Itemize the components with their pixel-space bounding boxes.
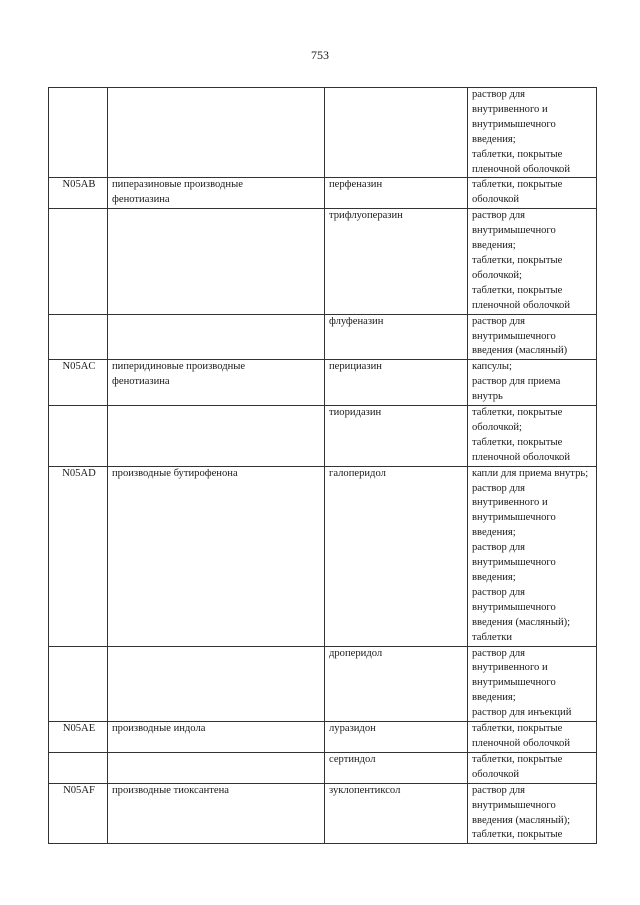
dosage-forms-cell: раствор для внутримышечного введения (масляный) [468, 314, 597, 360]
drug-name-cell [325, 88, 468, 178]
dosage-forms-cell: капли для приема внутрь; раствор для внутривенного и внутримышечного введения; раствор для внутримышечного введения; раствор для внутримышечного введения (масляный); таблетки [468, 466, 597, 646]
table-row [49, 783, 597, 844]
atc-code-cell [49, 209, 108, 314]
atc-code-cell: N05AE [49, 722, 108, 753]
group-cell [108, 209, 325, 314]
dosage-forms-cell: раствор для внутривенного и внутримышечного введения; таблетки, покрытые пленочной оболочкой [468, 88, 597, 178]
table-row [49, 752, 597, 783]
page-number: 753 [311, 48, 329, 62]
drug-name-cell: трифлуоперазин [325, 209, 468, 314]
drug-name-cell: сертиндол [325, 752, 468, 783]
dosage-forms-cell: таблетки, покрытые пленочной оболочкой [468, 722, 597, 753]
table-row [49, 406, 597, 467]
atc-code-cell: N05AC [49, 360, 108, 406]
atc-code-cell [49, 406, 108, 467]
table-row [49, 314, 597, 360]
dosage-forms-cell: раствор для внутримышечного введения (масляный); таблетки, покрытые [468, 783, 597, 844]
dosage-forms-cell: таблетки, покрытые оболочкой [468, 178, 597, 209]
dosage-forms-cell: капсулы; раствор для приема внутрь [468, 360, 597, 406]
atc-code-cell: N05AF [49, 783, 108, 844]
table-row [49, 178, 597, 209]
atc-code-cell: N05AD [49, 466, 108, 646]
dosage-forms-cell: раствор для внутримышечного введения; таблетки, покрытые оболочкой; таблетки, покрытые пленочной оболочкой [468, 209, 597, 314]
dosage-forms-cell: раствор для внутривенного и внутримышечного введения; раствор для инъекций [468, 646, 597, 722]
table-row [49, 722, 597, 753]
drug-name-cell: перициазин [325, 360, 468, 406]
group-cell [108, 314, 325, 360]
drug-name-cell: перфеназин [325, 178, 468, 209]
table-row [49, 88, 597, 178]
group-cell [108, 752, 325, 783]
drug-name-cell: флуфеназин [325, 314, 468, 360]
drug-classification-table [48, 87, 597, 844]
group-cell [108, 406, 325, 467]
table-row [49, 209, 597, 314]
group-cell [108, 88, 325, 178]
drug-name-cell: зуклопентиксол [325, 783, 468, 844]
dosage-forms-cell: таблетки, покрытые оболочкой; таблетки, покрытые пленочной оболочкой [468, 406, 597, 467]
atc-code-cell [49, 646, 108, 722]
drug-name-cell: дроперидол [325, 646, 468, 722]
group-cell: производные бутирофенона [108, 466, 325, 646]
group-cell: пиперидиновые производные фенотиазина [108, 360, 325, 406]
dosage-forms-cell: таблетки, покрытые оболочкой [468, 752, 597, 783]
atc-code-cell [49, 314, 108, 360]
atc-code-cell [49, 88, 108, 178]
table-row [49, 466, 597, 646]
drug-name-cell: галоперидол [325, 466, 468, 646]
drug-name-cell: луразидон [325, 722, 468, 753]
table-row [49, 360, 597, 406]
group-cell [108, 646, 325, 722]
group-cell: производные тиоксантена [108, 783, 325, 844]
group-cell: производные индола [108, 722, 325, 753]
atc-code-cell: N05AB [49, 178, 108, 209]
drug-name-cell: тиоридазин [325, 406, 468, 467]
table-row [49, 646, 597, 722]
group-cell: пиперазиновые производные фенотиазина [108, 178, 325, 209]
atc-code-cell [49, 752, 108, 783]
